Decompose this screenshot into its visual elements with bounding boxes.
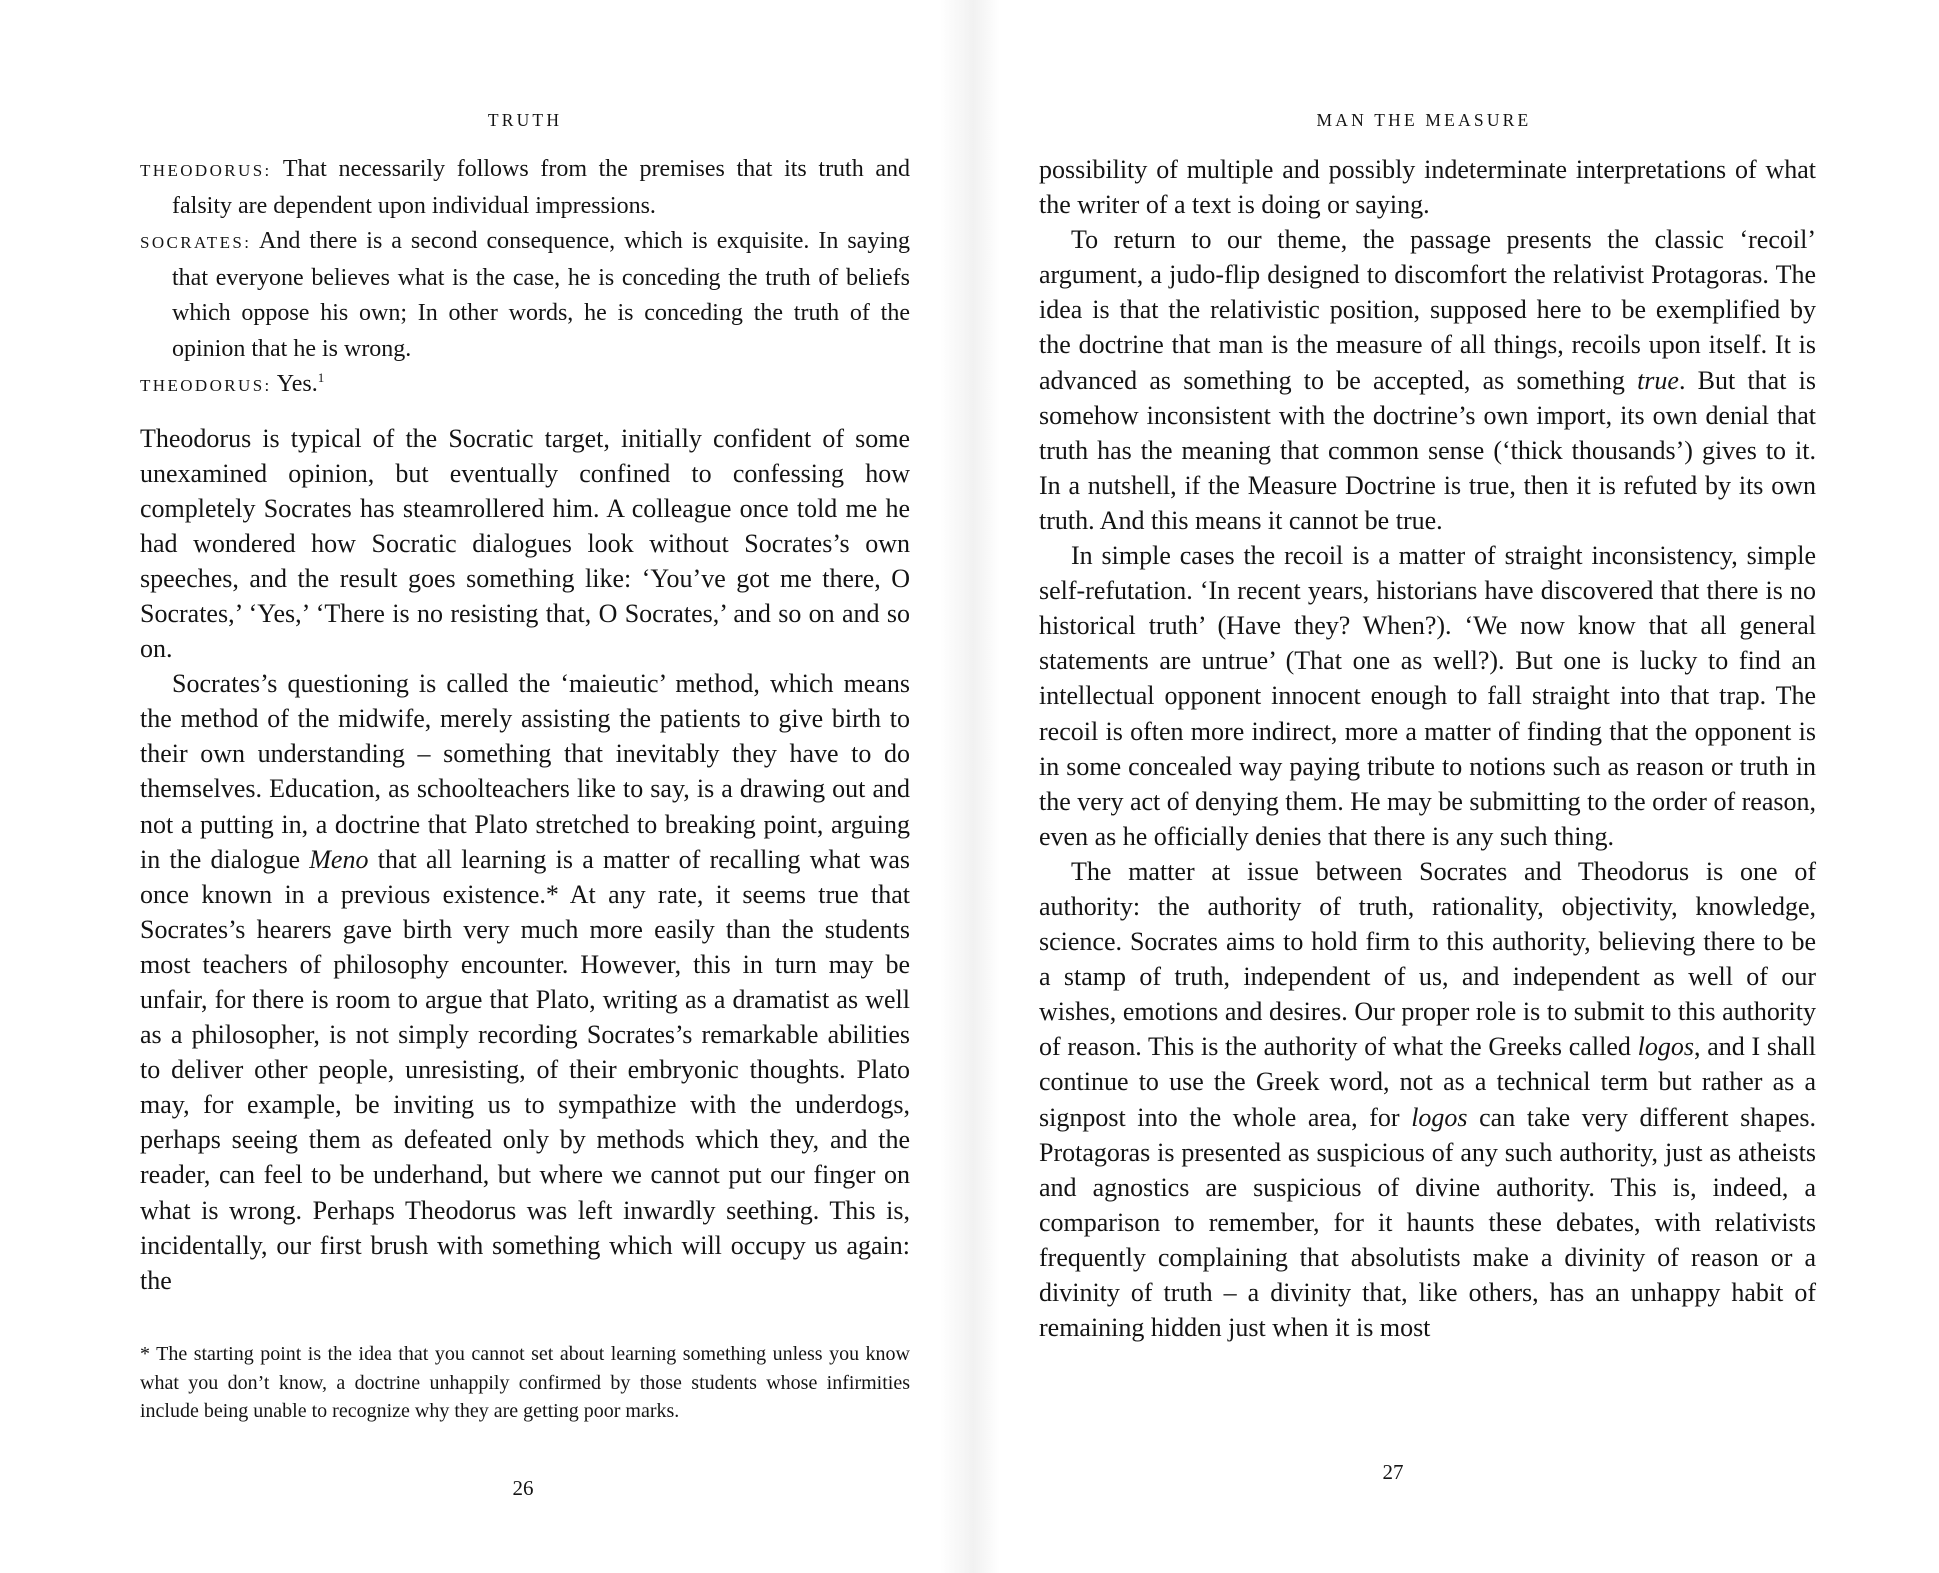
right-running-head: MAN THE MEASURE bbox=[1316, 110, 1532, 130]
dialogue-line bbox=[140, 152, 910, 224]
dialogue-speaker: THEODORUS: bbox=[140, 161, 272, 180]
paragraph: In simple cases the recoil is a matter of straight inconsistency, simple self-refutation. ‘In recent years, historians have discovered that there is no historical truth’ (Have they? When?). ‘We now know that all general statements are untrue’ (That one as well?). But one is lucky to find an intellectual opponent innocent enough to fall straight into that trap. The recoil is often more indirect, more a matter of finding that the opponent is in some concealed way paying tribute to notions such as reason or truth in the very act of denying them. He may be submitting to the order of reason, even as he officially denies that there is any such thing. bbox=[1039, 541, 1816, 851]
italic-word: true bbox=[1637, 365, 1679, 395]
page-number-left: 26 bbox=[512, 1476, 534, 1500]
left-body-text bbox=[140, 421, 910, 1298]
dialogue-line bbox=[140, 224, 910, 367]
paragraph: Socrates’s questioning is called the ‘maieutic’ method, which means the method of the midwife, merely assisting the patients to give birth to their own understanding – something that inevitably they have to do themselves. Education, as schoolteachers like to say, is a drawing out and not a putting in, a doctrine that Plato stretched to breaking point, arguing in the dialogue Meno that all learning is a matter of recalling what was once known in a previous existence.* At any rate, it seems true that Socrates’s hearers gave birth very much more easily than the students most teachers of philosophy encounter. However, this in turn may be unfair, for there is room to argue that Plato, writing as a dramatist as well as a philosopher, is not simply recording Socrates’s remarkable abilities to deliver other people, unresisting, of their embryonic thoughts. Plato may, for example, be inviting us to sympathize with the underdogs, perhaps seeing them as defeated only by methods which they, and the reader, can feel to be underhand, but where we cannot put our finger on what is wrong. Perhaps Theodorus was left inwardly seething. This is, incidentally, our first brush with something which will occupy us again: the bbox=[140, 669, 910, 1295]
right-text-column bbox=[1039, 152, 1816, 1345]
italic-word: logos bbox=[1637, 1032, 1694, 1062]
paragraph: Theodorus is typical of the Socratic target, initially confident of some unexamined opinion, but eventually confined to confessing how completely Socrates has steamrollered him. A colleague once told me he had wondered how Socratic dialogues look without Socrates’s own speeches, and the result goes something like: ‘You’ve got me there, O Socrates,’ ‘Yes,’ ‘There is no resisting that, O Socrates,’ and so on and so on. bbox=[140, 423, 910, 664]
paragraph: possibility of multiple and possibly indeterminate interpretations of what the writer of a text is doing or saying. bbox=[1039, 155, 1816, 220]
paragraph: To return to our theme, the passage presents the classic ‘recoil’ argument, a judo-flip designed to discomfort the relativist Protagoras. The idea is that the relativistic position, supposed here to be exemplified by the doctrine that man is the measure of all things, recoils upon itself. It is advanced as something to be accepted, as something true. But that is somehow inconsistent with the doctrine’s own import, its own denial that truth has the meaning that common sense (‘thick thousands’) gives to it. In a nutshell, if the Measure Doctrine is true, then it is refuted by its own truth. And this means it cannot be true. bbox=[1039, 225, 1816, 535]
dialogue-speaker: THEODORUS: bbox=[140, 376, 272, 395]
endnote-marker: 1 bbox=[317, 370, 325, 385]
dialogue-block bbox=[140, 152, 910, 404]
dialogue-line bbox=[140, 367, 910, 404]
page-number-right: 27 bbox=[1382, 1460, 1404, 1484]
paragraph: The matter at issue between Socrates and Theodorus is one of authority: the authority of truth, rationality, objectivity, knowledge, science. Socrates aims to hold firm to this authority, believing there to be a stamp of truth, independent of us, and independent as well of our wishes, emotions and desires. Our proper role is to submit to this authority of reason. This is the authority of what the Greeks called logos, and I shall continue to use the Greek word, not as a technical term but rather as a signpost into the whole area, for logos can take very different shapes. Protagoras is presented as suspicious of any such authority, just as atheists and agnostics are suspicious of divine authority. This is, indeed, a comparison to remember, for it haunts these debates, with relativists frequently complaining that absolutists make a divinity of reason or a divinity of truth – a divinity that, like others, has an unhappy habit of remaining hidden just when it is most bbox=[1039, 856, 1817, 1343]
footnote: * The starting point is the idea that you cannot set about learning something unless you know what you don’t know, a doctrine unhappily confirmed by those students whose infirmities include being unable to recognize why they are getting poor marks. bbox=[140, 1343, 910, 1422]
dialogue-text: That necessarily follows from the premises that its truth and falsity are dependent upon individual impressions. bbox=[172, 156, 910, 219]
left-page bbox=[0, 0, 969, 1573]
left-text-column bbox=[140, 152, 910, 1298]
dialogue-text: And there is a second consequence, which is exquisite. In saying that everyone believes what is the case, he is conceding the truth of beliefs which oppose his own; In other words, he is conceding the truth of the opinion that he is wrong. bbox=[172, 228, 910, 362]
right-page bbox=[969, 0, 1939, 1573]
dialogue-text: Yes. bbox=[271, 371, 318, 397]
italic-title: Meno bbox=[309, 844, 369, 874]
left-running-head: TRUTH bbox=[487, 110, 563, 130]
italic-word: logos bbox=[1411, 1102, 1468, 1132]
dialogue-speaker: SOCRATES: bbox=[140, 233, 252, 252]
